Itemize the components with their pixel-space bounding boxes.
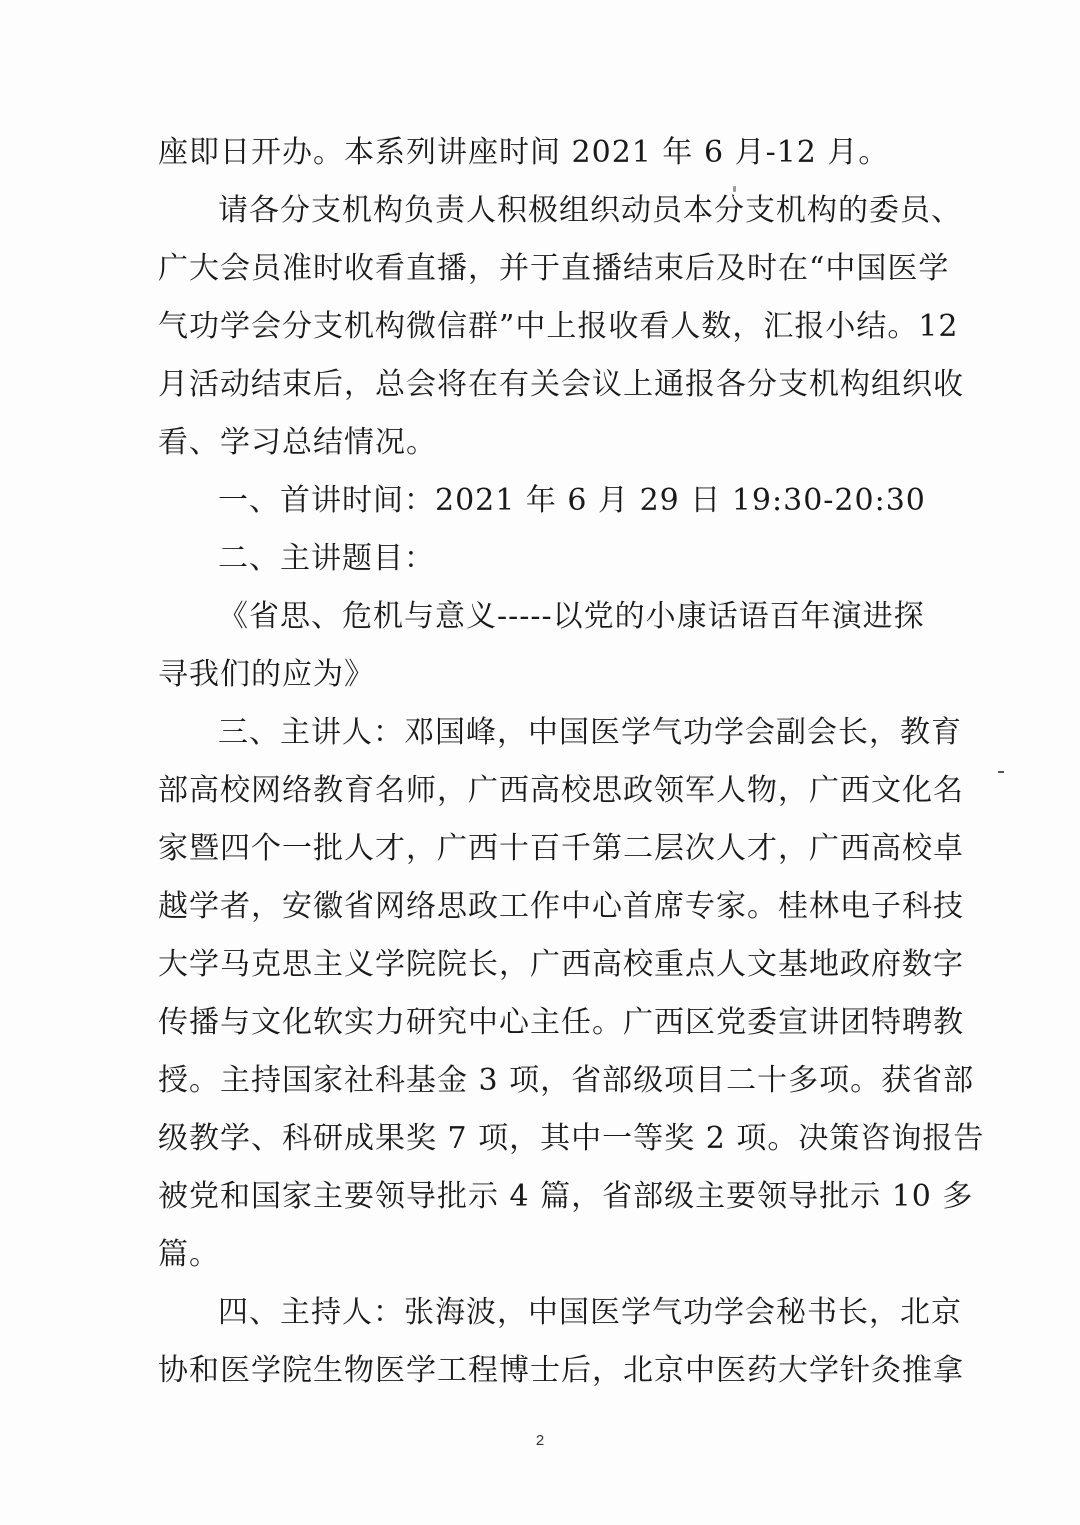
section-heading: 四、主持人：张海波，中国医学气功学会秘书长，北京 [218,1295,962,1330]
paragraph-line: 被党和国家主要领导批示 4 篇，省部级主要领导批示 10 多 [158,1179,974,1214]
lecture-title: 寻我们的应为》 [158,657,375,692]
page-number: 2 [535,1432,545,1449]
paragraph-line: 篇。 [158,1237,220,1272]
paragraph-line: 授。主持国家社科基金 3 项，省部级项目二十多项。获省部 [158,1063,975,1098]
paragraph-line: 请各分支机构负责人积极组织动员本分支机构的委员、 [218,193,962,228]
section-heading: 三、主讲人：邓国峰，中国医学气功学会副会长，教育 [218,715,962,750]
paragraph-line: 月活动结束后，总会将在有关会议上通报各分支机构组织收 [158,367,964,402]
paragraph-line: 传播与文化软实力研究中心主任。广西区党委宣讲团特聘教 [158,1005,964,1040]
paragraph-line: 气功学会分支机构微信群”中上报收看人数，汇报小结。12 [158,309,959,344]
paragraph-line: 协和医学院生物医学工程博士后，北京中医药大学针灸推拿 [158,1353,964,1388]
paragraph-line: 看、学习总结情况。 [158,425,437,460]
paragraph-line: 家暨四个一批人才，广西十百千第二层次人才，广西高校卓 [158,831,964,866]
paragraph-line: 座即日开办。本系列讲座时间 2021 年 6 月-12 月。 [158,135,890,170]
lecture-title: 《省思、危机与意义-----以党的小康话语百年演进探 [218,599,925,634]
paragraph-line: 大学马克思主义学院院长，广西高校重点人文基地政府数字 [158,947,964,982]
section-heading: 二、主讲题目： [218,541,435,576]
document-body [158,124,985,1400]
scan-artifact [998,771,1004,773]
paragraph-line: 广大会员准时收看直播，并于直播结束后及时在“中国医学 [158,251,950,286]
paragraph-line: 部高校网络教育名师，广西高校思政领军人物，广西文化名 [158,773,964,808]
section-heading: 一、首讲时间：2021 年 6 月 29 日 19:30-20:30 [218,483,926,518]
paragraph-line: 越学者，安徽省网络思政工作中心首席专家。桂林电子科技 [158,889,964,924]
paragraph-line: 级教学、科研成果奖 7 项，其中一等奖 2 项。决策咨询报告 [158,1121,985,1156]
